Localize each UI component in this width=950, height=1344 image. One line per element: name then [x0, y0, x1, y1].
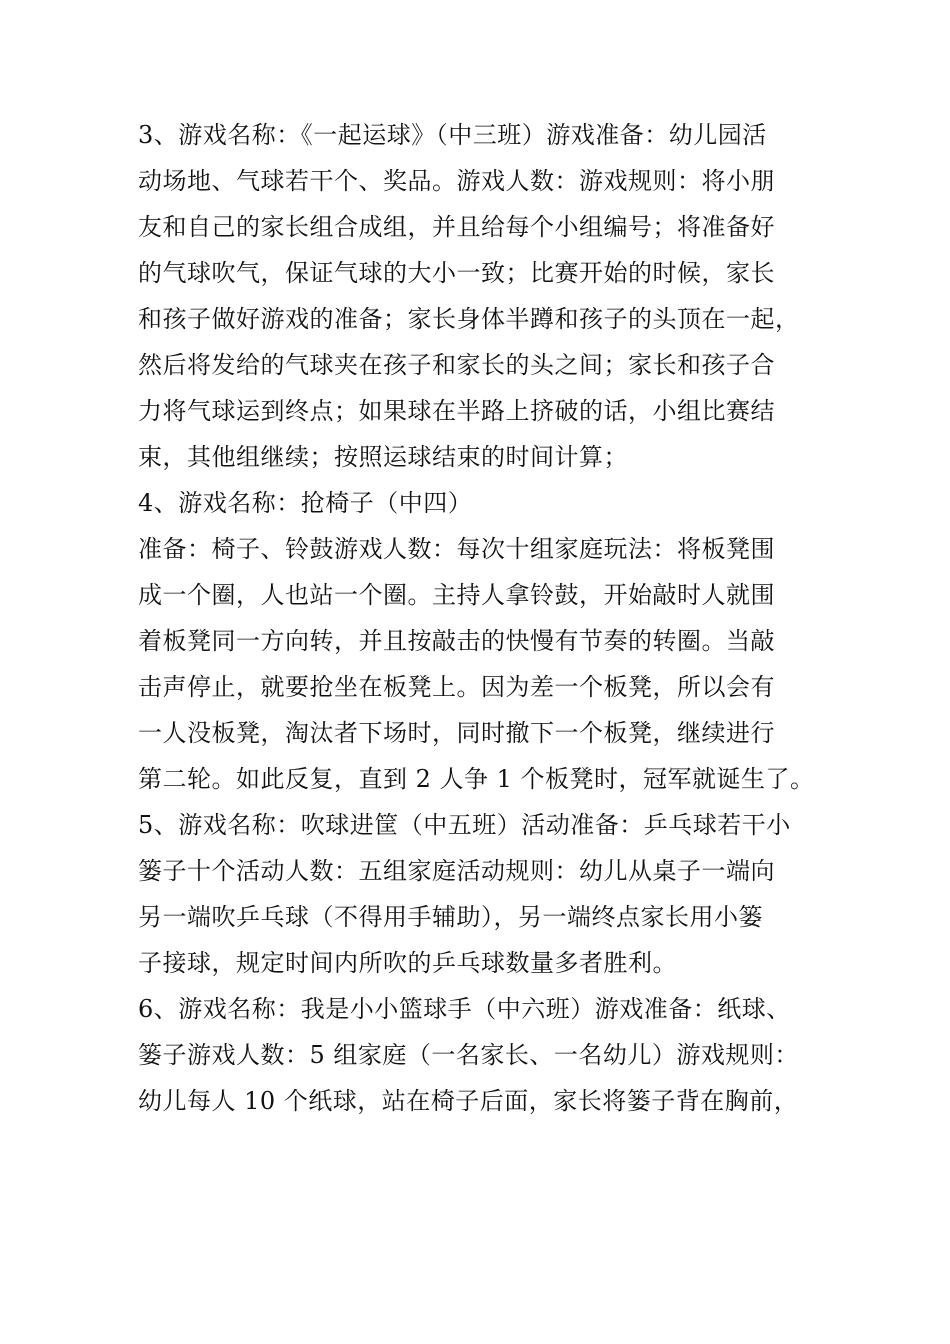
- text-line: 篓子游戏人数：5 组家庭（一名家长、一名幼儿）游戏规则：: [138, 1041, 799, 1069]
- text-line: 成一个圈，人也站一个圈。主持人拿铃鼓，开始敲时人就围: [138, 581, 775, 609]
- text-line: 束，其他组继续；按照运球结束的时间计算；: [138, 443, 628, 471]
- text-line: 友和自己的家长组合成组，并且给每个小组编号；将准备好: [138, 213, 775, 241]
- section-heading-game-4: 4、游戏名称：抢椅子（中四）: [138, 489, 473, 517]
- text-line: 动场地、气球若干个、奖品。游戏人数：游戏规则：将小朋: [138, 167, 775, 195]
- text-line: 一人没板凳，淘汰者下场时，同时撤下一个板凳，继续进行: [138, 719, 775, 747]
- text-line: 然后将发给的气球夹在孩子和家长的头之间；家长和孩子合: [138, 351, 775, 379]
- text-line: 的气球吹气，保证气球的大小一致；比赛开始的时候，家长: [138, 259, 775, 287]
- text-line: 子接球，规定时间内所吹的乒乓球数量多者胜利。: [138, 949, 677, 977]
- text-line: 着板凳同一方向转，并且按敲击的快慢有节奏的转圈。当敲: [138, 627, 775, 655]
- section-heading-game-5: 5、游戏名称：吹球进筐（中五班）活动准备：乒乓球若干小: [138, 811, 791, 839]
- text-line: 幼儿每人 10 个纸球，站在椅子后面，家长将篓子背在胸前，: [138, 1087, 799, 1115]
- text-line: 另一端吹乒乓球（不得用手辅助），另一端终点家长用小篓: [138, 903, 763, 931]
- text-line: 击声停止，就要抢坐在板凳上。因为差一个板凳，所以会有: [138, 673, 775, 701]
- document-body: [138, 112, 818, 1124]
- text-line: 准备：椅子、铃鼓游戏人数：每次十组家庭玩法：将板凳围: [138, 535, 775, 563]
- text-line: 和孩子做好游戏的准备；家长身体半蹲和孩子的头顶在一起，: [138, 305, 800, 333]
- text-line: 篓子十个活动人数：五组家庭活动规则：幼儿从桌子一端向: [138, 857, 775, 885]
- text-line: 力将气球运到终点；如果球在半路上挤破的话，小组比赛结: [138, 397, 775, 425]
- section-heading-game-6: 6、游戏名称：我是小小篮球手（中六班）游戏准备：纸球、: [138, 995, 791, 1023]
- text-line: 3、游戏名称：《一起运球》（中三班）游戏准备：幼儿园活: [138, 121, 767, 149]
- text-line: 第二轮。如此反复，直到 2 人争 1 个板凳时，冠军就诞生了。: [138, 765, 815, 793]
